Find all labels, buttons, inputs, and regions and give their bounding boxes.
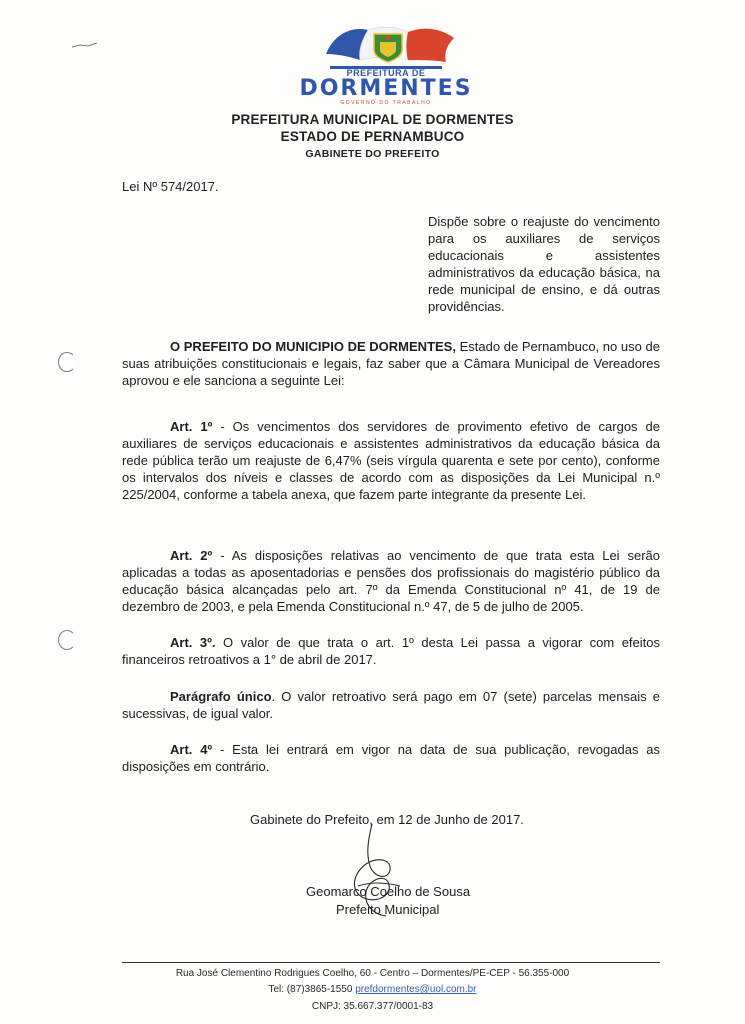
article-3 [122,634,660,668]
article-2 [122,547,660,615]
logo-text-top: PREFEITURA DE [346,68,426,78]
logo-text [296,68,476,106]
sole-paragraph-text: . O valor retroativo será pago em 07 (sete) parcelas mensais e sucessivas, de igual valor. [122,689,660,721]
logo-text-main: DORMENTES [299,76,473,101]
article-4-text: - Esta lei entrará em vigor na data de sua publicação, revogadas as disposições em contrário. [122,742,660,774]
article-3-label: Art. 3º. [170,635,216,650]
punch-hole-top [58,352,76,372]
intro-paragraph [122,338,660,389]
footer-contact [0,984,745,995]
header-title: PREFEITURA MUNICIPAL DE DORMENTES [231,112,514,127]
article-4 [122,741,660,775]
law-summary: Dispõe sobre o reajuste do vencimento para os auxiliares de serviços educacionais e assistentes administrativos da educação básica, na rede municipal de ensino, e dá outras providências. [428,214,660,314]
law-number: Lei Nº 574/2017. [122,179,219,194]
logo-text-sub: GOVERNO DO TRABALHO [340,100,432,106]
signer-name: Geomarco Coelho de Sousa [306,884,471,899]
article-1-text: - Os vencimentos dos servidores de provimento efetivo de cargos de auxiliares de serviços educacionais e assistentes administrativos da educação básica da rede pública terão um reajuste de 6,47% (seis vírgula quarenta e sete por cento), conforme os intervalos dos níveis e classes de acordo com as disposições da Lei Municipal n.º 225/2004, conforme a tabela anexa, que fazem parte integrante da presente Lei. [122,419,660,502]
article-3-text: O valor de que trata o art. 1º desta Lei passa a vigorar com efeitos financeiros retroativos a 1° de abril de 2017. [122,635,660,667]
article-2-text: - As disposições relativas ao vencimento de que trata esta Lei serão aplicadas a todas as aposentadorias e pensões dos profissionais do magistério público da educação básica alcançadas pelo art. 7º da Emenda Constitucional nº 41, de 19 de dezembro de 2003, e pela Emenda Constitucional n.º 47, de 5 de julho de 2005. [122,548,661,614]
article-2-label: Art. 2º [170,548,213,563]
intro-bold: O PREFEITO DO MUNICIPIO DE DORMENTES, [170,339,456,354]
header-office: GABINETE DO PREFEITO [305,148,440,160]
article-4-label: Art. 4º [170,742,213,757]
article-1 [122,418,660,503]
punch-hole-bottom [58,630,76,650]
signer-title: Prefeito Municipal [336,902,440,917]
article-1-label: Art. 1º [170,419,213,434]
footer-divider [122,962,660,963]
footer-tel: Tel: (87)3865-1550 [268,984,356,995]
sole-paragraph [122,688,660,722]
footer-email-link[interactable]: prefdormentes@uol.com.br [355,984,477,995]
sole-paragraph-label: Parágrafo único [170,689,272,704]
date-line: Gabinete do Prefeito, em 12 de Junho de 2017. [250,812,524,827]
footer-cnpj: CNPJ: 35.667.377/0001-83 [311,1001,434,1012]
footer-address: Rua José Clementino Rodrigues Coelho, 60 - Centro – Dormentes/PE-CEP - 56.355-000 [175,968,570,979]
header-state: ESTADO DE PERNAMBUCO [280,129,465,144]
pen-mark [70,40,100,50]
intro-rest: Estado de Pernambuco, no uso de suas atribuições constitucionais e legais, faz saber que a Câmara Municipal de Vereadores aprovou e ele sanciona a seguinte Lei: [122,339,660,388]
